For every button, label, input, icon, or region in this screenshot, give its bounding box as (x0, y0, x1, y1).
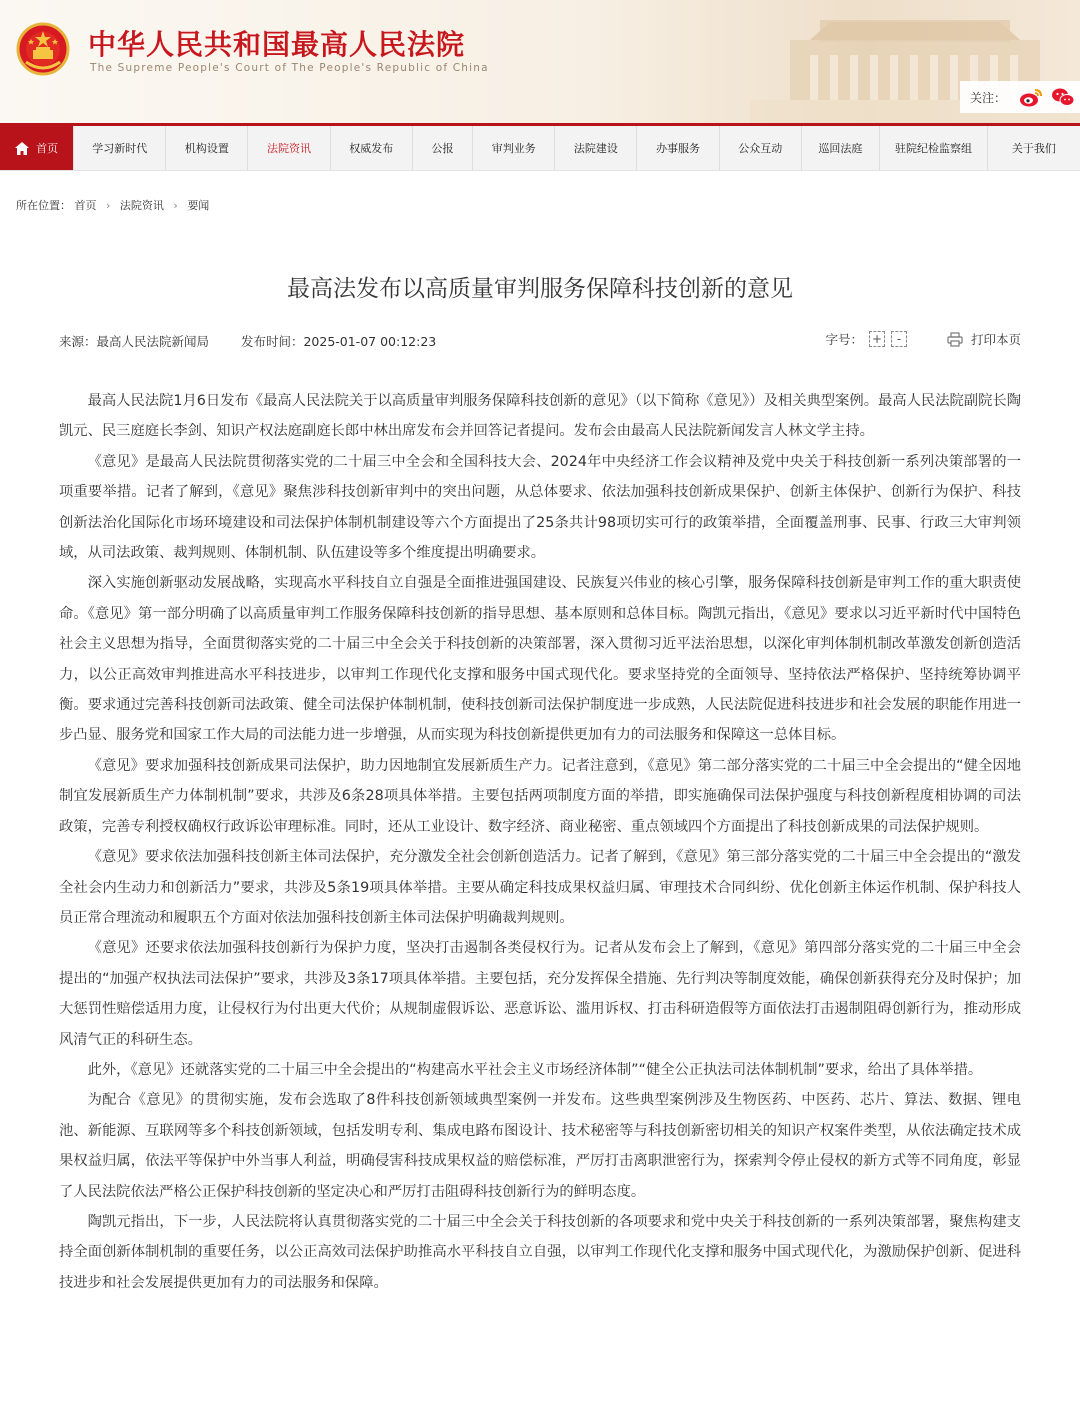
zoom-in-button[interactable]: + (869, 331, 885, 347)
nav-item-court-news[interactable]: 法院资讯 (248, 126, 330, 170)
weibo-icon[interactable] (1018, 84, 1044, 110)
nav-item-services[interactable]: 办事服务 (637, 126, 719, 170)
nav-item-home[interactable] (0, 126, 74, 170)
chevron-right-icon: › (173, 199, 178, 212)
zoom-out-button[interactable]: - (891, 331, 907, 347)
wechat-icon[interactable] (1050, 84, 1076, 110)
breadcrumb-home[interactable]: 首页 (74, 199, 97, 212)
breadcrumb-court-news[interactable]: 法院资讯 (119, 199, 164, 212)
article-paragraph: 最高人民法院1月6日发布《最高人民法院关于以高质量审判服务保障科技创新的意见》（以下简称《意见》）及相关典型案例。最高人民法院副院长陶凯元、民三庭庭长李剑、知识产权法庭副庭长郎中林出席发布会并回答记者提问。发布会由最高人民法院新闻发言人林文学主持。 (59, 393, 1021, 440)
nav-item-circuit-court[interactable]: 巡回法庭 (802, 126, 880, 170)
article-title: 最高法发布以高质量审判服务保障科技创新的意见 (287, 276, 793, 302)
follow-label: 关注： (970, 90, 1007, 105)
article-paragraph: 此外，《意见》还就落实党的二十届三中全会提出的“构建高水平社会主义市场经济体制”“健全公正执法司法体制机制”要求，给出了具体举措。 (87, 1061, 983, 1078)
article-publish-time: 发布时间：2025-01-07 00:12:23 (240, 334, 437, 349)
breadcrumb-prefix: 所在位置： (16, 199, 71, 212)
article-paragraph: 《意见》还要求依法加强科技创新行为保护力度，坚决打击遏制各类侵权行为。记者从发布会上了解到，《意见》第四部分落实党的二十届三中全会提出的“加强产权执法司法保护”要求，共涉及3条17项具体举措。主要包括，充分发挥保全措施、先行判决等制度效能，确保创新获得充分及时保护；加大惩罚性赔偿适用力度，让侵权行为付出更大代价；从规制虚假诉讼、恶意诉讼、滥用诉权、打击科研造假等方面依法打击遏制阻碍创新行为，推动形成风清气正的科研生态。 (59, 940, 1021, 1048)
nav-item-organization[interactable]: 机构设置 (166, 126, 248, 170)
article-body (59, 386, 1021, 1298)
article-paragraph: 《意见》要求依法加强科技创新主体司法保护，充分激发全社会创新创造活力。记者了解到，《意见》第三部分落实党的二十届三中全会提出的“激发全社会内生动力和创新活力”要求，共涉及5条19项具体举措。主要从确定科技成果权益归属、审理技术合同纠纷、优化创新主体运作机制、保护科技人员正常合理流动和履职五个方面对依法加强科技创新主体司法保护明确裁判规则。 (59, 849, 1021, 926)
article-source: 来源：最高人民法院新闻局 (59, 334, 210, 349)
nav-item-court-construction[interactable]: 法院建设 (555, 126, 637, 170)
article-tools (825, 330, 1021, 348)
nav-item-trial-business[interactable]: 审判业务 (473, 126, 555, 170)
nav-item-label: 首页 (36, 142, 59, 155)
article-paragraph: 《意见》是最高人民法院贯彻落实党的二十届三中全会和全国科技大会、2024年中央经济工作会议精神及党中央关于科技创新一系列决策部署的一项重要举措。记者了解到，《意见》聚焦涉科技创新审判中的突出问题，从总体要求、依法加强科技创新成果保护、创新主体保护、创新行为保护、科技创新法治化国际化市场环境建设和司法保护体制机制建设等六个方面提出了25条共计98项切实可行的政策举措，全面覆盖刑事、民事、行政三大审判领域，从司法政策、裁判规则、体制机制、队伍建设等多个维度提出明确要求。 (59, 453, 1021, 562)
print-page-button[interactable]: 打印本页 (970, 332, 1021, 347)
article-meta (59, 332, 436, 350)
nav-item-public-interaction[interactable]: 公众互动 (720, 126, 802, 170)
nav-item-discipline-group[interactable]: 驻院纪检监察组 (880, 126, 988, 170)
site-title[interactable]: 中华人民共和国最高人民法院 (88, 28, 466, 61)
article-paragraph: 《意见》要求加强科技创新成果司法保护，助力因地制宜发展新质生产力。记者注意到，《意见》第二部分落实党的二十届三中全会提出的“健全因地制宜发展新质生产力体制机制”要求，共涉及6条28项具体举措。主要包括两项制度方面的举措，即实施确保司法保护强度与科技创新程度相协调的司法政策，完善专利授权确权行政诉讼审理标准。同时，还从工业设计、数字经济、商业秘密、重点领域四个方面提出了科技创新成果的司法保护规则。 (59, 757, 1021, 835)
nav-item-study[interactable]: 学习新时代 (74, 126, 166, 170)
nav-item-official-release[interactable]: 权威发布 (331, 126, 413, 170)
follow-bar (960, 81, 1080, 113)
chevron-right-icon: › (106, 199, 111, 212)
font-size-label: 字号： (825, 332, 863, 347)
article-paragraph: 为配合《意见》的贯彻实施，发布会选取了8件科技创新领域典型案例一并发布。这些典型案例涉及生物医药、中医药、芯片、算法、数据、锂电池、新能源、互联网等多个科技创新领域，包括发明专利、集成电路布图设计、技术秘密等与科技创新密切相关的知识产权案件类型，从依法确定技术成果权益归属，依法平等保护中外当事人利益，明确侵害科技成果权益的赔偿标准，严厉打击离职泄密行为，探索判令停止侵权的新方式等不同角度，彰显了人民法院依法严格公正保护科技创新的坚定决心和严厉打击阻碍科技创新行为的鲜明态度。 (59, 1092, 1021, 1200)
article-paragraph: 深入实施创新驱动发展战略，实现高水平科技自立自强是全面推进强国建设、民族复兴伟业的核心引擎，服务保障科技创新是审判工作的重大职责使命。《意见》第一部分明确了以高质量审判工作服务保障科技创新的指导思想、基本原则和总体目标。陶凯元指出，《意见》要求以习近平新时代中国特色社会主义思想为指导，全面贯彻落实党的二十届三中全会关于科技创新的决策部署，深入贯彻习近平法治思想，以深化审判体制机制改革激发创新创造活力，以公正高效审判推进高水平科技进步，以审判工作现代化支撑和服务中国式现代化。要求坚持党的全面领导、坚持依法严格保护、坚持统筹协调平衡。要求通过完善科技创新司法政策、健全司法保护体制机制，使科技创新司法保护制度进一步成熟，人民法院促进科技进步和社会发展的职能作用进一步凸显、服务党和国家工作大局的司法能力进一步增强，从而实现为科技创新提供更加有力的司法服务和保障这一总体目标。 (59, 575, 1021, 744)
breadcrumb (16, 197, 209, 213)
nav-item-about-us[interactable]: 关于我们 (1011, 142, 1056, 155)
article-paragraph: 陶凯元指出，下一步，人民法院将认真贯彻落实党的二十届三中全会关于科技创新的各项要求和党中央关于科技创新的一系列决策部署，聚焦构建支持全面创新体制机制的重要任务，以公正高效司法保护助推高水平科技自立自强，以审判工作现代化支撑和服务中国式现代化，为激励保护创新、促进科技进步和社会发展提供更加有力的司法服务和保障。 (59, 1213, 1021, 1291)
national-emblem-icon (16, 22, 70, 76)
printer-icon[interactable] (947, 332, 963, 347)
main-nav (0, 123, 1080, 171)
breadcrumb-top-news[interactable]: 要闻 (187, 199, 210, 212)
home-icon (15, 142, 29, 155)
site-subtitle: The Supreme People's Court of The People's Republic of China (90, 62, 489, 74)
site-header (0, 0, 1080, 123)
nav-item-gazette[interactable]: 公报 (413, 126, 473, 170)
